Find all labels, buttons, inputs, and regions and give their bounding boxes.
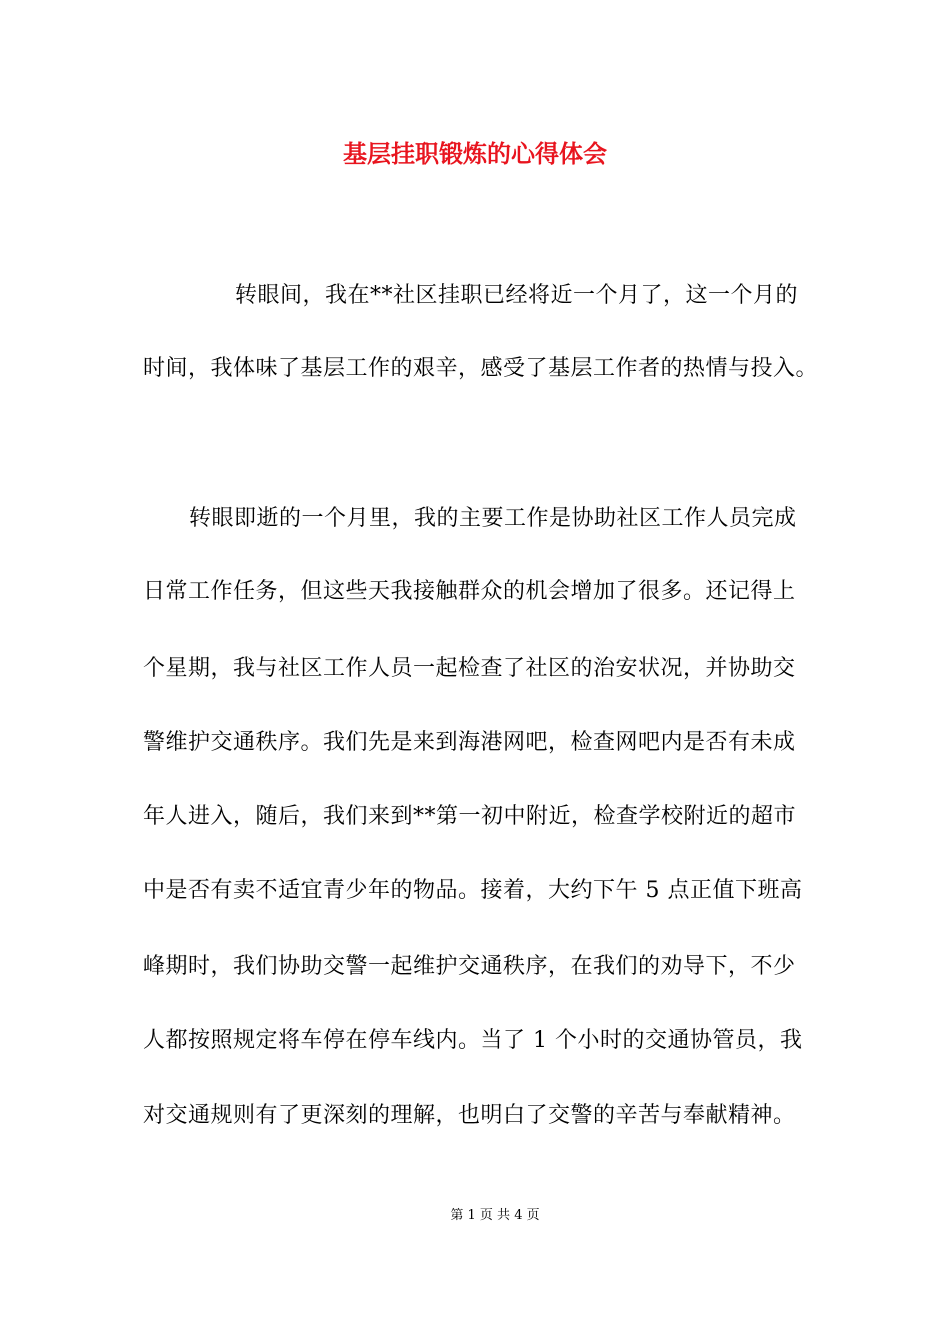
page-number-footer: 第 1 页 共 4 页 bbox=[450, 1208, 540, 1223]
paragraph-2-line-8: 人都按照规定将车停在停车线内。当了 1 个小时的交通协管员，我 bbox=[143, 1028, 803, 1053]
paragraph-2-line-2: 日常工作任务，但这些天我接触群众的机会增加了很多。还记得上 bbox=[143, 579, 796, 604]
paragraph-2-line-6: 中是否有卖不适宜青少年的物品。接着，大约下午 5 点正值下班高 bbox=[143, 878, 803, 903]
document-title: 基层挂职锻炼的心得体会 bbox=[343, 139, 607, 168]
paragraph-2-line-9: 对交通规则有了更深刻的理解，也明白了交警的辛苦与奉献精神。 bbox=[143, 1103, 796, 1128]
paragraph-2-line-5: 年人进入，随后，我们来到**第一初中附近，检查学校附近的超市 bbox=[143, 804, 797, 829]
paragraph-1-line-2: 时间，我体味了基层工作的艰辛，感受了基层工作者的热情与投入。 bbox=[143, 356, 819, 381]
paragraph-1-line-1: 转眼间，我在**社区挂职已经将近一个月了，这一个月的 bbox=[235, 283, 799, 308]
paragraph-2-line-4: 警维护交通秩序。我们先是来到海港网吧，检查网吧内是否有未成 bbox=[143, 730, 796, 755]
paragraph-2-line-7: 峰期时，我们协助交警一起维护交通秩序，在我们的劝导下，不少 bbox=[143, 954, 796, 979]
paragraph-2-line-3: 个星期，我与社区工作人员一起检查了社区的治安状况，并协助交 bbox=[143, 656, 796, 681]
paragraph-2-line-1: 转眼即逝的一个月里，我的主要工作是协助社区工作人员完成 bbox=[189, 506, 797, 531]
